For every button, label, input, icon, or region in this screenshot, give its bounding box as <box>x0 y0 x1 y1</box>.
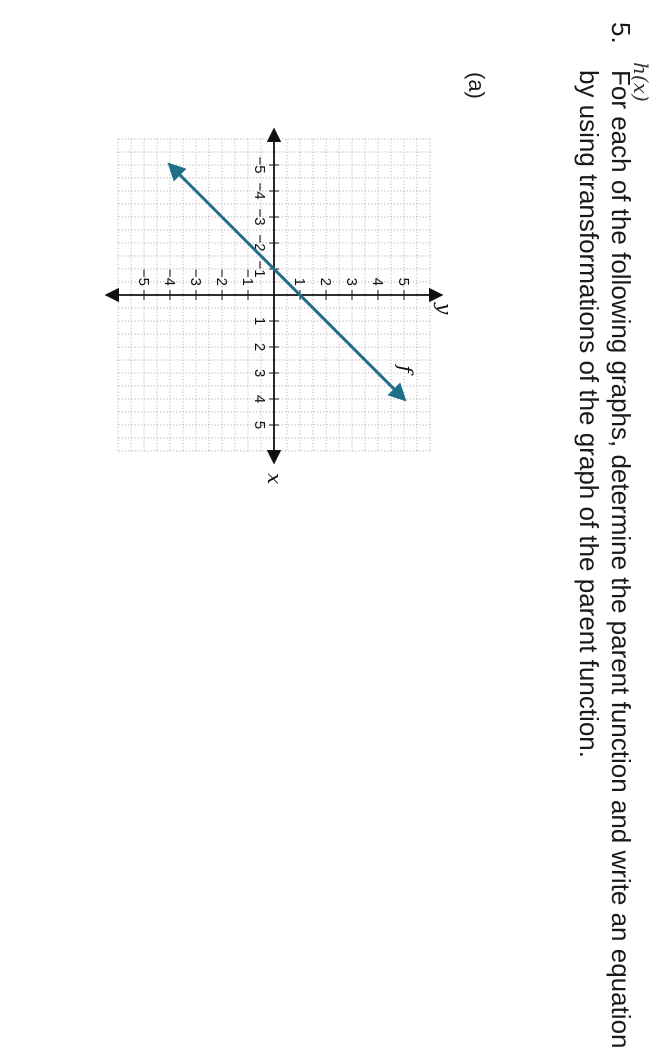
cropped-function-label: h(x) <box>629 62 653 102</box>
y-tick-label: 3 <box>343 277 360 286</box>
question-line-1: For each of the following graphs, determine the parent function and write an equation <box>606 70 636 1049</box>
y-tick-label: −3 <box>187 268 204 286</box>
x-tick-label: 2 <box>251 342 268 352</box>
y-tick-label: −4 <box>161 268 178 286</box>
x-axis-label: x <box>263 473 287 485</box>
x-tick-label: −3 <box>251 208 268 226</box>
x-tick-label: 3 <box>251 368 268 378</box>
series-f-label: f <box>393 365 418 373</box>
question-number: 5. <box>606 22 636 44</box>
y-tick-label: 1 <box>291 277 308 286</box>
x-tick-label: −1 <box>251 260 268 278</box>
y-tick-label: 4 <box>369 277 386 286</box>
x-tick-label: −5 <box>251 156 268 174</box>
x-tick-label: −4 <box>251 182 268 200</box>
part-a-label: (a) <box>464 72 489 99</box>
y-tick-label: 5 <box>395 277 412 286</box>
y-axis-label: y <box>433 303 457 315</box>
coordinate-graph <box>79 110 469 500</box>
x-tick-label: 5 <box>251 420 268 430</box>
y-tick-label: 2 <box>317 277 334 286</box>
y-tick-label: −5 <box>135 268 152 286</box>
y-tick-label: −1 <box>239 268 256 286</box>
question-line-2: by using transformations of the graph of the parent function. <box>574 70 604 758</box>
x-tick-label: −2 <box>251 234 268 252</box>
x-tick-label: 1 <box>251 316 268 326</box>
x-tick-label: 4 <box>251 394 268 404</box>
y-tick-label: −2 <box>213 268 230 286</box>
